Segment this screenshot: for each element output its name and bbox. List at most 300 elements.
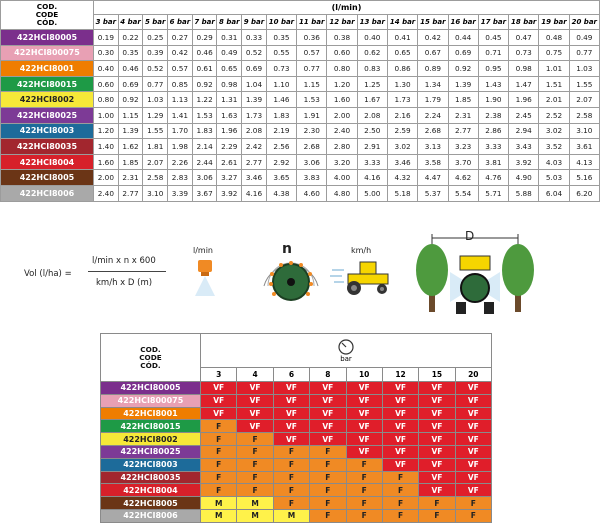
table-row <box>1 61 600 77</box>
droplet-category: VF <box>346 407 382 420</box>
flow-value: 0.49 <box>569 30 599 46</box>
droplet-category: F <box>310 497 346 510</box>
flow-value: 2.08 <box>357 107 387 123</box>
flow-value: 2.68 <box>418 123 448 139</box>
nozzle-code: 422HCI8004 <box>1 154 94 170</box>
flow-value: 1.83 <box>266 107 296 123</box>
flow-value: 4.90 <box>509 170 539 186</box>
flow-value: 0.40 <box>357 30 387 46</box>
flow-value: 0.80 <box>94 92 119 108</box>
flow-value: 2.56 <box>266 139 296 155</box>
flow-value: 2.26 <box>168 154 193 170</box>
table-row <box>1 45 600 61</box>
flow-value: 3.52 <box>539 139 569 155</box>
flow-value: 0.57 <box>168 61 193 77</box>
flow-value: 1.62 <box>118 139 143 155</box>
droplet-category: VF <box>455 445 491 458</box>
flow-value: 4.00 <box>327 170 357 186</box>
flow-value: 1.70 <box>168 123 193 139</box>
flow-value: 4.62 <box>448 170 478 186</box>
nozzle-code: 422HCI8002 <box>1 92 94 108</box>
flow-value: 0.48 <box>539 30 569 46</box>
flow-value: 2.29 <box>217 139 242 155</box>
nozzle-code: 422HCI80005 <box>1 30 94 46</box>
droplet-category: VF <box>419 420 455 433</box>
flow-value: 0.30 <box>94 45 119 61</box>
flow-value: 5.03 <box>539 170 569 186</box>
flow-value: 4.80 <box>327 185 357 201</box>
flow-value: 5.88 <box>509 185 539 201</box>
flow-value: 2.86 <box>478 123 508 139</box>
flow-value: 2.59 <box>387 123 417 139</box>
flow-value: 2.91 <box>357 139 387 155</box>
formula-denominator: km/h x D (m) <box>96 278 153 288</box>
flow-value: 1.04 <box>242 76 267 92</box>
flow-value: 2.44 <box>192 154 217 170</box>
flow-value: 4.13 <box>569 154 599 170</box>
flow-value: 2.92 <box>266 154 296 170</box>
table-row <box>1 139 600 155</box>
nozzle-code: 422HCI80015 <box>1 76 94 92</box>
droplet-category: VF <box>382 433 418 446</box>
flow-value: 3.02 <box>539 123 569 139</box>
flow-value: 5.16 <box>569 170 599 186</box>
droplet-category: VF <box>346 420 382 433</box>
pressure-header: 7 bar <box>192 15 217 30</box>
droplet-category: F <box>382 484 418 497</box>
flow-value: 2.19 <box>266 123 296 139</box>
flow-table-body <box>1 30 600 202</box>
nozzle-code: 422HCI8006 <box>101 509 201 522</box>
flow-value: 3.06 <box>192 170 217 186</box>
flow-value: 1.53 <box>192 107 217 123</box>
flow-value: 3.02 <box>387 139 417 155</box>
flow-value: 1.51 <box>539 76 569 92</box>
droplet-category: F <box>237 471 273 484</box>
flow-value: 1.85 <box>118 154 143 170</box>
flow-value: 6.04 <box>539 185 569 201</box>
table-row <box>101 445 492 458</box>
droplet-category: F <box>201 445 237 458</box>
nozzle-code: 422HCI8003 <box>1 123 94 139</box>
pressure-header: 10 bar <box>266 15 296 30</box>
droplet-category: VF <box>273 420 309 433</box>
table-row <box>1 123 600 139</box>
flow-value: 1.01 <box>539 61 569 77</box>
nozzle-code: 422HCI800075 <box>101 394 201 407</box>
flow-value: 1.79 <box>418 92 448 108</box>
category-table-body <box>101 334 492 523</box>
pressure-header: 20 bar <box>569 15 599 30</box>
pressure-header: 5 bar <box>143 15 168 30</box>
flow-value: 0.73 <box>266 61 296 77</box>
flow-value: 2.77 <box>448 123 478 139</box>
table-row <box>101 420 492 433</box>
flow-value: 0.98 <box>509 61 539 77</box>
nozzle-code: 422HCI80035 <box>1 139 94 155</box>
flow-value: 0.19 <box>94 30 119 46</box>
nozzle-code: 422HCI8002 <box>101 433 201 446</box>
flow-value: 0.61 <box>192 61 217 77</box>
flow-value: 1.85 <box>448 92 478 108</box>
flow-value: 0.57 <box>297 45 327 61</box>
droplet-category: F <box>310 509 346 522</box>
flow-value: 3.10 <box>143 185 168 201</box>
droplet-category: F <box>346 497 382 510</box>
flow-value: 5.18 <box>387 185 417 201</box>
droplet-category: F <box>419 497 455 510</box>
droplet-category-table <box>100 333 492 523</box>
pressure-header: 10 <box>346 368 382 382</box>
flow-value: 0.95 <box>478 61 508 77</box>
flow-value: 0.33 <box>242 30 267 46</box>
gauge-unit: bar <box>340 354 352 363</box>
droplet-category: VF <box>346 382 382 395</box>
pressure-header: 16 bar <box>448 15 478 30</box>
droplet-category: F <box>273 471 309 484</box>
droplet-category: VF <box>419 445 455 458</box>
droplet-category: F <box>382 471 418 484</box>
droplet-category: VF <box>310 407 346 420</box>
table-row <box>1 154 600 170</box>
droplet-category: VF <box>382 445 418 458</box>
flow-value: 1.34 <box>418 76 448 92</box>
flow-value: 0.29 <box>192 30 217 46</box>
droplet-category: F <box>273 458 309 471</box>
flow-value: 1.73 <box>242 107 267 123</box>
droplet-category: VF <box>455 394 491 407</box>
droplet-category: VF <box>201 382 237 395</box>
formula-numerator: l/min x n x 600 <box>92 256 156 266</box>
flow-value: 4.03 <box>539 154 569 170</box>
droplet-category: F <box>201 484 237 497</box>
flow-value: 1.98 <box>168 139 193 155</box>
flow-value: 1.00 <box>94 107 119 123</box>
flow-value: 1.29 <box>143 107 168 123</box>
flow-value: 1.39 <box>448 76 478 92</box>
flow-value: 0.98 <box>217 76 242 92</box>
flow-value: 3.46 <box>387 154 417 170</box>
pressure-header: 17 bar <box>478 15 508 30</box>
droplet-category: F <box>237 433 273 446</box>
fan-speed-label: n <box>282 241 292 257</box>
droplet-category: M <box>201 509 237 522</box>
droplet-category: VF <box>237 382 273 395</box>
table-row <box>101 471 492 484</box>
flow-value: 1.13 <box>168 92 193 108</box>
droplet-category: F <box>455 497 491 510</box>
table-row <box>1 170 600 186</box>
flow-value: 1.67 <box>357 92 387 108</box>
pressure-header: 13 bar <box>357 15 387 30</box>
code-header <box>1 1 94 30</box>
flow-value: 3.23 <box>448 139 478 155</box>
droplet-category: VF <box>346 433 382 446</box>
flow-value: 0.31 <box>217 30 242 46</box>
flow-value: 1.22 <box>192 92 217 108</box>
flow-value: 2.24 <box>418 107 448 123</box>
flow-value: 2.42 <box>242 139 267 155</box>
droplet-category: VF <box>382 382 418 395</box>
unit-header: (l/min) <box>94 1 600 15</box>
nozzle-code: 422HCI8003 <box>101 458 201 471</box>
droplet-category: M <box>201 497 237 510</box>
nozzle-code: 422HCI800075 <box>1 45 94 61</box>
flow-value: 0.80 <box>327 61 357 77</box>
flow-value: 0.65 <box>217 61 242 77</box>
pressure-header: 20 <box>455 368 491 382</box>
nozzle-code: 422HCI8001 <box>1 61 94 77</box>
nozzle-code: 422HCI8004 <box>101 484 201 497</box>
droplet-category: F <box>310 484 346 497</box>
flow-value: 0.36 <box>297 30 327 46</box>
flow-value: 1.20 <box>94 123 119 139</box>
flow-value: 2.00 <box>327 107 357 123</box>
droplet-category: F <box>346 509 382 522</box>
droplet-category: F <box>310 445 346 458</box>
flow-value: 2.77 <box>118 185 143 201</box>
droplet-category: F <box>273 484 309 497</box>
flow-value: 2.30 <box>297 123 327 139</box>
droplet-category: VF <box>455 382 491 395</box>
droplet-category: VF <box>273 382 309 395</box>
pressure-header: 6 bar <box>168 15 193 30</box>
flow-value: 0.65 <box>387 45 417 61</box>
droplet-category: VF <box>419 471 455 484</box>
flow-value: 0.46 <box>118 61 143 77</box>
flow-value: 3.20 <box>327 154 357 170</box>
flow-value: 2.01 <box>539 92 569 108</box>
droplet-category: VF <box>382 407 418 420</box>
droplet-category: F <box>201 433 237 446</box>
droplet-category: F <box>310 471 346 484</box>
flow-value: 0.46 <box>192 45 217 61</box>
flow-value: 0.62 <box>357 45 387 61</box>
flow-value: 2.14 <box>192 139 217 155</box>
flow-value: 0.35 <box>118 45 143 61</box>
table-row <box>1 30 600 46</box>
droplet-category: VF <box>419 458 455 471</box>
flow-value: 3.92 <box>509 154 539 170</box>
nozzle-label: l/min <box>193 246 214 255</box>
flow-value: 1.31 <box>217 92 242 108</box>
flow-value: 2.40 <box>327 123 357 139</box>
droplet-category: F <box>201 420 237 433</box>
droplet-category: VF <box>419 407 455 420</box>
droplet-category: VF <box>455 471 491 484</box>
table-row <box>101 509 492 522</box>
flow-value: 3.61 <box>569 139 599 155</box>
droplet-category: VF <box>201 394 237 407</box>
flow-value: 3.67 <box>192 185 217 201</box>
table-row <box>1 185 600 201</box>
droplet-category: VF <box>237 407 273 420</box>
flow-value: 0.27 <box>168 30 193 46</box>
flow-value: 6.20 <box>569 185 599 201</box>
table-row <box>1 76 600 92</box>
flow-value: 0.75 <box>539 45 569 61</box>
flow-value: 2.77 <box>242 154 267 170</box>
flow-value: 1.55 <box>143 123 168 139</box>
flow-value: 1.03 <box>569 61 599 77</box>
flow-value: 1.55 <box>569 76 599 92</box>
flow-value: 0.92 <box>118 92 143 108</box>
droplet-category: F <box>273 497 309 510</box>
flow-value: 0.60 <box>327 45 357 61</box>
flow-value: 0.42 <box>418 30 448 46</box>
flow-value: 3.33 <box>478 139 508 155</box>
table-row <box>101 458 492 471</box>
droplet-category: F <box>201 471 237 484</box>
flow-value: 2.00 <box>94 170 119 186</box>
tractor-icon <box>330 258 396 298</box>
table-row <box>101 382 492 395</box>
flow-value: 0.38 <box>327 30 357 46</box>
code-header-line: CÓD. <box>36 18 58 27</box>
droplet-category: F <box>237 445 273 458</box>
flow-value: 4.47 <box>418 170 448 186</box>
flow-value: 0.77 <box>569 45 599 61</box>
flow-value: 0.25 <box>143 30 168 46</box>
pressure-header: 12 bar <box>327 15 357 30</box>
flow-value: 0.73 <box>509 45 539 61</box>
nozzle-code: 422HCI8005 <box>1 170 94 186</box>
flow-value: 0.77 <box>297 61 327 77</box>
flow-value: 0.55 <box>266 45 296 61</box>
flow-value: 0.44 <box>448 30 478 46</box>
code-header-line: CODE <box>35 10 59 19</box>
code-header-line: CÓD. <box>140 360 161 370</box>
table-row <box>101 433 492 446</box>
flow-value: 2.16 <box>387 107 417 123</box>
table-row <box>101 484 492 497</box>
nozzle-icon <box>192 258 220 298</box>
flow-value: 1.15 <box>297 76 327 92</box>
flow-value: 2.38 <box>478 107 508 123</box>
flow-value: 2.31 <box>448 107 478 123</box>
droplet-category: VF <box>237 420 273 433</box>
table-row <box>1 92 600 108</box>
flow-value: 2.80 <box>327 139 357 155</box>
flow-value: 0.52 <box>143 61 168 77</box>
pressure-header: 11 bar <box>297 15 327 30</box>
flow-value: 0.52 <box>242 45 267 61</box>
speed-label: km/h <box>351 246 372 255</box>
pressure-header: 8 bar <box>217 15 242 30</box>
flow-value: 0.49 <box>217 45 242 61</box>
flow-value: 1.53 <box>297 92 327 108</box>
pressure-header: 15 bar <box>418 15 448 30</box>
flow-value: 1.91 <box>297 107 327 123</box>
pressure-header: 4 <box>237 368 273 382</box>
flow-value: 4.16 <box>357 170 387 186</box>
pressure-header: 19 bar <box>539 15 569 30</box>
orchard-sprayer-icon <box>410 232 540 320</box>
flow-value: 2.31 <box>118 170 143 186</box>
pressure-header: 3 <box>201 368 237 382</box>
fraction-line <box>88 271 166 272</box>
pressure-header: 4 bar <box>118 15 143 30</box>
droplet-category: VF <box>237 394 273 407</box>
nozzle-code: 422HCI80025 <box>101 445 201 458</box>
flow-value: 3.65 <box>266 170 296 186</box>
flow-value: 2.07 <box>143 154 168 170</box>
flow-value: 1.60 <box>327 92 357 108</box>
droplet-category: VF <box>382 394 418 407</box>
flow-value: 5.71 <box>478 185 508 201</box>
droplet-category: F <box>273 445 309 458</box>
flow-value: 1.39 <box>242 92 267 108</box>
pressure-header: 3 bar <box>94 15 119 30</box>
pressure-header: 9 bar <box>242 15 267 30</box>
code-header-line: COD. <box>140 344 161 354</box>
droplet-category: F <box>346 471 382 484</box>
flow-value: 0.39 <box>143 45 168 61</box>
flow-value: 0.86 <box>387 61 417 77</box>
flow-value: 2.68 <box>297 139 327 155</box>
flow-value: 0.42 <box>168 45 193 61</box>
flow-value: 1.15 <box>118 107 143 123</box>
flow-value: 0.67 <box>418 45 448 61</box>
nozzle-code: 422HCI8006 <box>1 185 94 201</box>
flow-value: 2.58 <box>143 170 168 186</box>
droplet-category: F <box>201 458 237 471</box>
flow-value: 0.77 <box>143 76 168 92</box>
flow-value: 2.58 <box>569 107 599 123</box>
formula-lhs: Vol (l/ha) = <box>24 269 72 279</box>
flow-value: 0.71 <box>478 45 508 61</box>
pressure-header: 6 <box>273 368 309 382</box>
pressure-header: 18 bar <box>509 15 539 30</box>
flow-value: 4.76 <box>478 170 508 186</box>
nozzle-code: 422HCI80035 <box>101 471 201 484</box>
flow-value: 5.37 <box>418 185 448 201</box>
droplet-category: F <box>237 458 273 471</box>
flow-value: 1.40 <box>94 139 119 155</box>
flow-value: 1.39 <box>118 123 143 139</box>
nozzle-code: 422HCI8001 <box>101 407 201 420</box>
flow-value: 3.10 <box>569 123 599 139</box>
flow-value: 3.06 <box>297 154 327 170</box>
flow-value: 0.41 <box>387 30 417 46</box>
droplet-category: VF <box>346 394 382 407</box>
droplet-category: M <box>273 509 309 522</box>
droplet-category: VF <box>310 433 346 446</box>
pressure-header: 12 <box>382 368 418 382</box>
flow-value: 0.89 <box>418 61 448 77</box>
nozzle-code: 422HCI80005 <box>101 382 201 395</box>
flow-value: 5.00 <box>357 185 387 201</box>
droplet-category: F <box>382 497 418 510</box>
flow-value: 2.61 <box>217 154 242 170</box>
flow-value: 0.85 <box>168 76 193 92</box>
flow-value: 1.47 <box>509 76 539 92</box>
nozzle-code: 422HCI80025 <box>1 107 94 123</box>
flow-value: 1.03 <box>143 92 168 108</box>
flow-value: 3.43 <box>509 139 539 155</box>
droplet-category: F <box>455 509 491 522</box>
flow-value: 1.96 <box>509 92 539 108</box>
code-header-line: CODE <box>139 352 162 362</box>
code-header <box>101 334 201 382</box>
flow-value: 3.33 <box>357 154 387 170</box>
droplet-category: VF <box>455 420 491 433</box>
flow-value: 0.22 <box>118 30 143 46</box>
flow-value: 1.96 <box>217 123 242 139</box>
droplet-category: VF <box>455 433 491 446</box>
flow-value: 1.73 <box>387 92 417 108</box>
droplet-category: F <box>382 509 418 522</box>
